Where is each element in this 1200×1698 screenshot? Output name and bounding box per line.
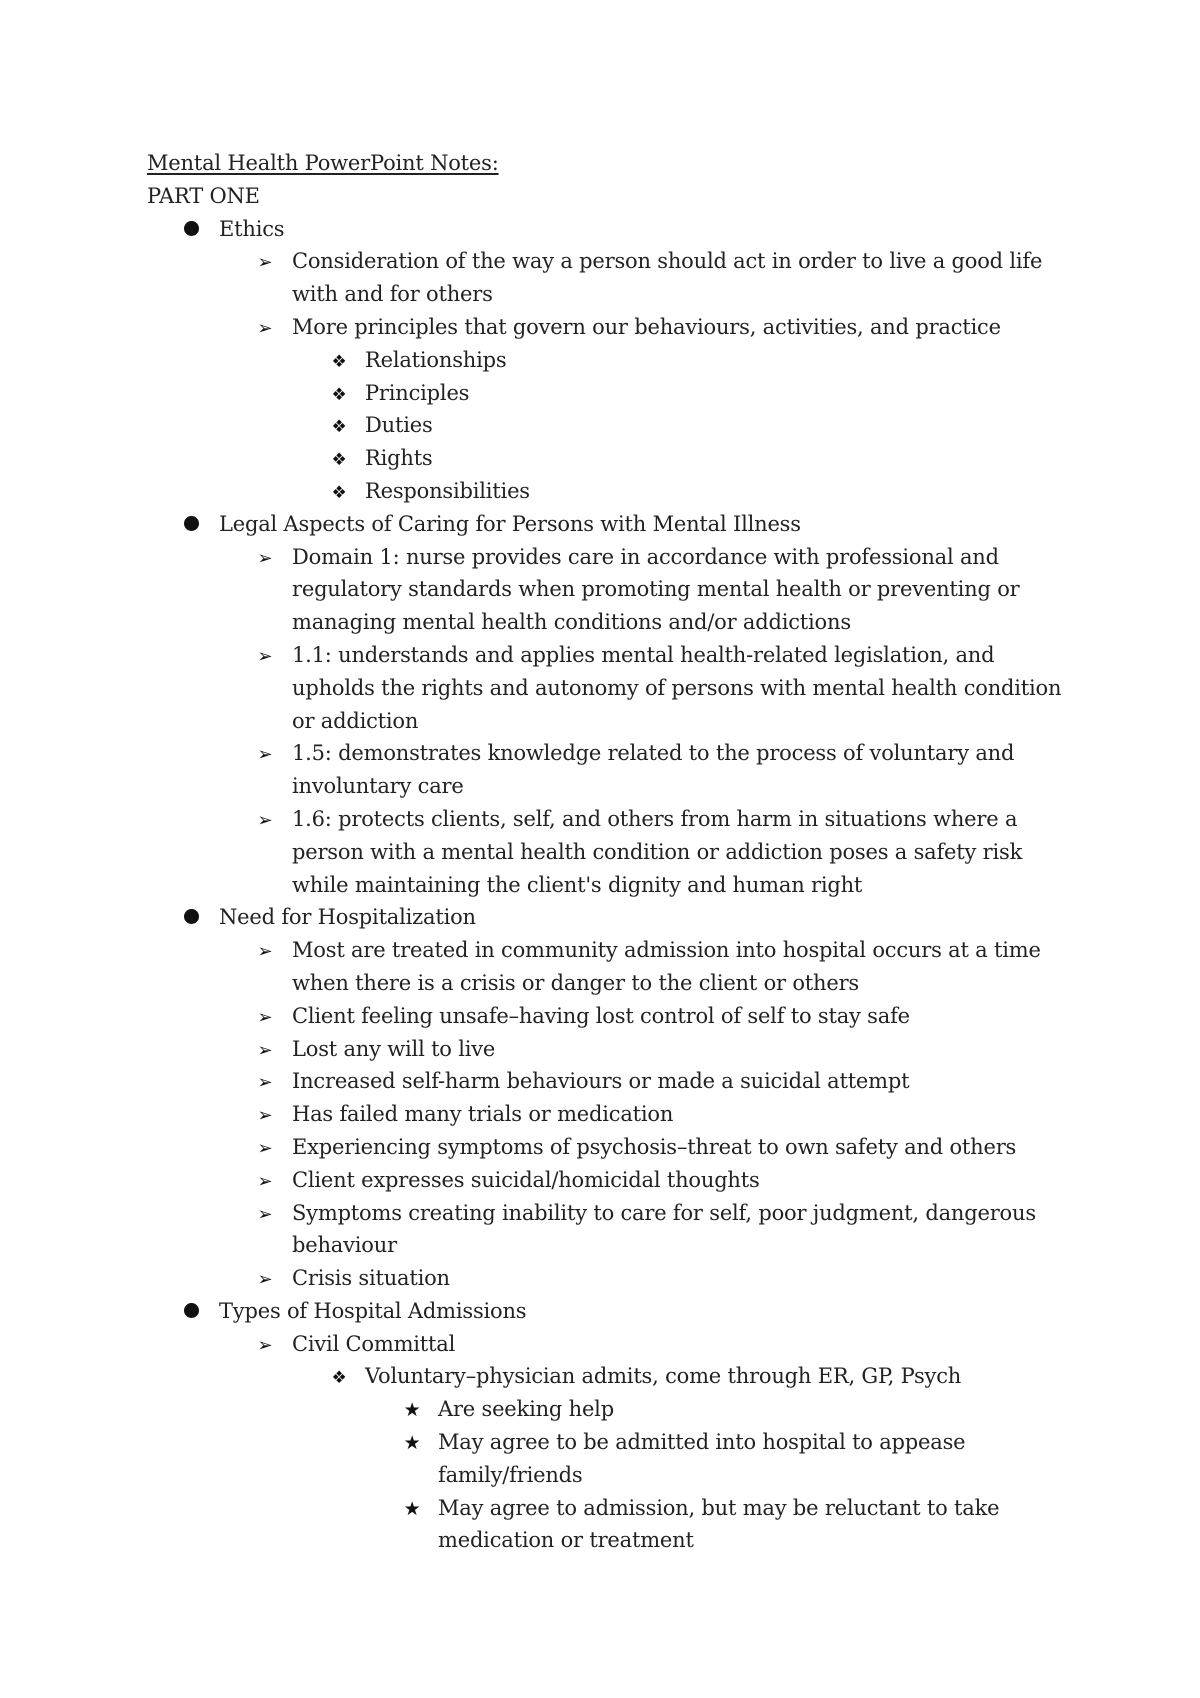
list-item: [147, 213, 1077, 246]
document-title: [147, 147, 1077, 180]
diamond-bullet-icon: ❖: [331, 384, 347, 405]
diamond-bullet-icon: ❖: [331, 450, 347, 471]
list-item: [147, 639, 1077, 737]
list-item: [147, 377, 1077, 410]
arrow-bullet-icon: ➢: [257, 645, 273, 667]
list-item-text: May agree to admission, but may be reluctant to take medication or treatment: [438, 1495, 1000, 1553]
document-page: [147, 147, 1077, 1557]
list-item-text: 1.1: understands and applies mental health-related legislation, and upholds the rights and autonomy of persons with mental health condition or addiction: [292, 642, 1062, 733]
star-bullet-icon: ★: [403, 1497, 421, 1520]
list-item: [147, 1033, 1077, 1066]
diamond-bullet-icon: ❖: [331, 351, 347, 372]
list-item-text: More principles that govern our behaviours, activities, and practice: [292, 314, 1001, 339]
list-item: [147, 803, 1077, 901]
arrow-bullet-icon: ➢: [257, 1334, 273, 1356]
arrow-bullet-icon: ➢: [257, 547, 273, 569]
list-item-text: 1.5: demonstrates knowledge related to the process of voluntary and involuntary care: [292, 741, 1015, 799]
list-item: [147, 1065, 1077, 1098]
list-item: [147, 245, 1077, 311]
list-item: [147, 1000, 1077, 1033]
bullet-dot-icon: [179, 1295, 203, 1328]
list-item: [147, 1360, 1077, 1393]
list-item-text: May agree to be admitted into hospital to appease family/friends: [438, 1430, 966, 1487]
list-item-text: Civil Committal: [292, 1331, 456, 1356]
list-item: [147, 1098, 1077, 1131]
list-item: [147, 934, 1077, 1000]
list-item-text: Crisis situation: [292, 1266, 450, 1291]
list-item-text: Client expresses suicidal/homicidal thoughts: [292, 1167, 760, 1192]
arrow-bullet-icon: ➢: [257, 252, 273, 274]
arrow-bullet-icon: ➢: [257, 1203, 273, 1225]
page-title: Mental Health PowerPoint Notes:: [147, 151, 499, 175]
list-item-text: Domain 1: nurse provides care in accordance with professional and regulatory standards when promoting mental health or preventing or managing mental health conditions and/or addictions: [292, 544, 1020, 635]
list-item-text: Are seeking help: [438, 1397, 614, 1422]
list-item: [147, 1164, 1077, 1197]
list-item: [147, 737, 1077, 803]
list-item: [147, 1328, 1077, 1361]
list-item-text: Most are treated in community admission into hospital occurs at a time when there is a crisis or danger to the client or others: [292, 938, 1041, 995]
star-bullet-icon: ★: [403, 1399, 421, 1422]
list-item-text: 1.6: protects clients, self, and others from harm in situations where a person with a mental health condition or addiction poses a safety risk while maintaining the client's dignity and human right: [292, 806, 1023, 897]
list-item: [147, 1492, 1077, 1558]
list-item: [147, 442, 1077, 475]
list-item-text: Has failed many trials or medication: [292, 1102, 674, 1127]
list-item-text: Ethics: [219, 216, 285, 241]
list-item: [147, 1131, 1077, 1164]
list-item: [147, 344, 1077, 377]
list-item: [147, 1393, 1077, 1426]
list-item-text: Legal Aspects of Caring for Persons with Mental Illness: [219, 511, 801, 536]
list-item: [147, 508, 1077, 541]
list-item-text: Need for Hospitalization: [219, 905, 476, 930]
list-item: [147, 475, 1077, 508]
arrow-bullet-icon: ➢: [257, 1170, 273, 1192]
list-item: [147, 541, 1077, 639]
notes-list: [147, 213, 1077, 1558]
list-item-text: Increased self-harm behaviours or made a suicidal attempt: [292, 1069, 910, 1094]
list-item-text: Relationships: [365, 347, 507, 372]
list-item-text: Voluntary–physician admits, come through ER, GP, Psych: [365, 1364, 962, 1389]
part-heading: PART ONE: [147, 183, 260, 208]
arrow-bullet-icon: ➢: [257, 317, 273, 339]
list-item: [147, 1197, 1077, 1263]
list-item-text: Client feeling unsafe–having lost control of self to stay safe: [292, 1003, 910, 1028]
arrow-bullet-icon: ➢: [257, 1006, 273, 1028]
list-item-text: Responsibilities: [365, 478, 530, 503]
diamond-bullet-icon: ❖: [331, 482, 347, 503]
arrow-bullet-icon: ➢: [257, 1137, 273, 1159]
diamond-bullet-icon: ❖: [331, 1368, 347, 1389]
list-item-text: Rights: [365, 446, 433, 471]
list-item: [147, 1426, 1077, 1492]
list-item: [147, 901, 1077, 934]
arrow-bullet-icon: ➢: [257, 809, 273, 831]
list-item-text: Experiencing symptoms of psychosis–threat to own safety and others: [292, 1134, 1017, 1159]
arrow-bullet-icon: ➢: [257, 1105, 273, 1127]
list-item: [147, 1295, 1077, 1328]
list-item: [147, 409, 1077, 442]
arrow-bullet-icon: ➢: [257, 1072, 273, 1094]
list-item-text: Lost any will to live: [292, 1036, 496, 1061]
arrow-bullet-icon: ➢: [257, 744, 273, 766]
bullet-dot-icon: [179, 508, 203, 541]
diamond-bullet-icon: ❖: [331, 417, 347, 438]
bullet-dot-icon: [179, 213, 203, 246]
list-item-text: Duties: [365, 413, 433, 438]
list-item-text: Types of Hospital Admissions: [219, 1298, 527, 1323]
star-bullet-icon: ★: [403, 1432, 421, 1455]
list-item: [147, 1262, 1077, 1295]
arrow-bullet-icon: ➢: [257, 941, 273, 963]
arrow-bullet-icon: ➢: [257, 1269, 273, 1291]
arrow-bullet-icon: ➢: [257, 1039, 273, 1061]
list-item-text: Symptoms creating inability to care for self, poor judgment, dangerous behaviour: [292, 1200, 1036, 1258]
list-item-text: Consideration of the way a person should act in order to live a good life with and for others: [292, 249, 1043, 307]
bullet-dot-icon: [179, 901, 203, 934]
list-item: [147, 311, 1077, 344]
list-item-text: Principles: [365, 380, 470, 405]
